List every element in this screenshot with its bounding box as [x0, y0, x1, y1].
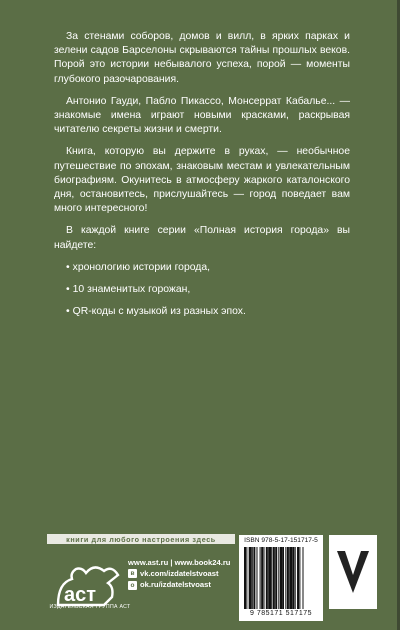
blurb-text	[54, 30, 350, 327]
bullet-icon: •	[66, 261, 70, 273]
barcode-bar	[295, 547, 296, 609]
ok-row	[128, 579, 230, 590]
barcode-bar	[253, 547, 255, 609]
barcode-bar	[252, 547, 253, 609]
feature-text: QR-коды с музыкой из разных эпох.	[72, 306, 246, 318]
barcode-digits: 9 785171 517175	[250, 610, 312, 617]
barcode-bar	[299, 547, 300, 609]
barcode-bar	[268, 547, 271, 609]
ok-icon: о	[128, 581, 137, 590]
feature-item	[54, 261, 350, 275]
websites-row	[128, 557, 230, 568]
contacts-block	[128, 557, 230, 591]
barcode-bar	[292, 547, 294, 609]
publisher-caption: ИЗДАТЕЛЬСКАЯ ГРУППА АСТ	[49, 604, 131, 610]
blurb-paragraph-3: Книга, которую вы держите в руках, — необычное путешествие по эпохам, знаковым местам и увлекательным биографиям. Окунитесь в атмосферу жаркого каталонского дня, остановитесь, прислушайтесь — город поведает вам много интересного!	[54, 146, 350, 215]
barcode-bar	[273, 547, 275, 609]
blurb-paragraph-4: В каждой книге серии «Полная история города» вы найдете:	[54, 225, 350, 251]
barcode-bar	[303, 547, 304, 609]
barcode-bar	[261, 547, 263, 609]
isbn-barcode-box	[239, 535, 323, 621]
barcode-bar	[287, 547, 289, 609]
v-logo-icon	[329, 535, 377, 609]
blurb-paragraph-2: Антонио Гауди, Пабло Пикассо, Монсеррат Кабалье... — знакомые имена играют новыми красками, раскрывая читателю секреты жизни и смерти.	[54, 95, 350, 136]
barcode-bar	[285, 547, 286, 609]
barcode-icon	[244, 547, 318, 609]
barcode-bar	[264, 547, 265, 609]
barcode-bar	[280, 547, 283, 609]
barcode-bar	[260, 547, 261, 609]
barcode-bar	[283, 547, 284, 609]
ok-link[interactable]: ok.ru/izdatelstvoast	[140, 580, 211, 590]
bullet-icon: •	[66, 284, 70, 296]
barcode-bar	[266, 547, 268, 609]
logo-text: аст	[64, 584, 97, 606]
feature-text: 10 знаменитых горожан,	[72, 284, 191, 296]
isbn-number: ISBN 978-5-17-151717-5	[244, 537, 318, 544]
websites-link[interactable]: www.ast.ru | www.book24.ru	[128, 558, 231, 567]
barcode-bar	[289, 547, 292, 609]
feature-list	[54, 261, 350, 320]
feature-item	[54, 283, 350, 297]
feature-item	[54, 305, 350, 319]
tagline-banner: книги для любого настроения здесь	[47, 534, 235, 544]
bullet-icon: •	[66, 306, 70, 318]
barcode-bar	[278, 547, 279, 609]
barcode-bar	[244, 547, 246, 609]
blurb-paragraph-1: За стенами соборов, домов и вилл, в ярких парках и зелени садов Барселоны скрываются тайны прошлых веков. Порой это истории небывалого успеха, порой — моменты глубокого разочарования.	[54, 31, 350, 85]
vk-row	[128, 568, 230, 579]
barcode-bar	[297, 547, 299, 609]
barcode-bar	[256, 547, 257, 609]
barcode-bar	[271, 547, 272, 609]
vk-link[interactable]: vk.com/izdatelstvoast	[140, 569, 219, 579]
barcode-bar	[275, 547, 277, 609]
barcode-bar	[246, 547, 247, 609]
vk-icon: в	[128, 569, 137, 578]
feature-text: хронологию истории города,	[72, 261, 211, 273]
barcode-bar	[249, 547, 252, 609]
